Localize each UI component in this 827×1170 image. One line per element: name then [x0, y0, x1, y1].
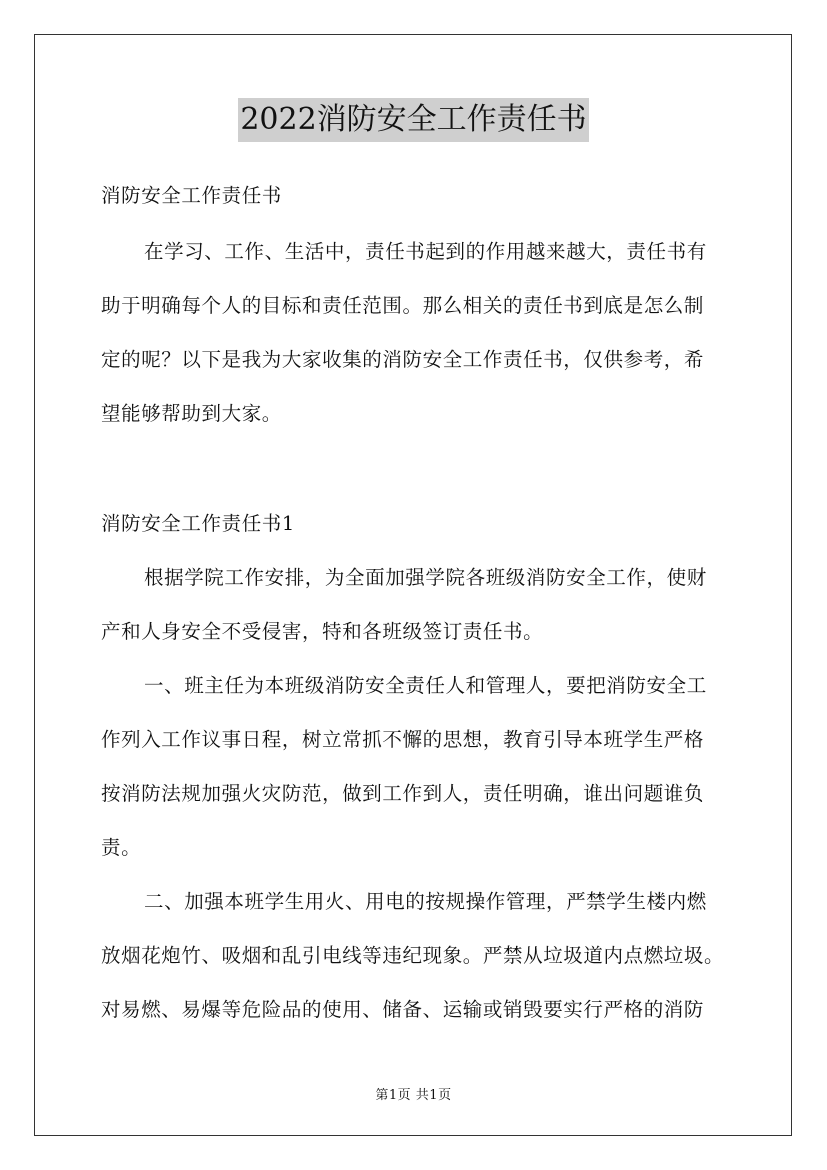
intro-line: 望能够帮助到大家。	[101, 402, 282, 425]
body-line: 二、加强本班学生用火、用电的按规操作管理，严禁学生楼内燃	[144, 890, 707, 913]
section-heading: 消防安全工作责任书	[101, 184, 282, 207]
intro-line: 定的呢？以下是我为大家收集的消防安全工作责任书，仅供参考，希	[101, 348, 705, 371]
body-line: 一、班主任为本班级消防安全责任人和管理人，要把消防安全工	[144, 674, 707, 697]
intro-line: 助于明确每个人的目标和责任范围。那么相关的责任书到底是怎么制	[101, 294, 705, 317]
body-line: 根据学院工作安排，为全面加强学院各班级消防安全工作，使财	[144, 566, 707, 589]
body-line: 责。	[101, 836, 142, 859]
body-line: 放烟花炮竹、吸烟和乱引电线等违纪现象。严禁从垃圾道内点燃垃圾。	[101, 944, 725, 967]
body-line: 对易燃、易爆等危险品的使用、储备、运输或销毁要实行严格的消防	[101, 998, 705, 1021]
body-line: 按消防法规加强火灾防范，做到工作到人，责任明确，谁出问题谁负	[101, 782, 705, 805]
body-line: 产和人身安全不受侵害，特和各班级签订责任书。	[101, 620, 544, 643]
document-title: 2022消防安全工作责任书	[238, 98, 588, 142]
body-line: 作列入工作议事日程，树立常抓不懈的思想，教育引导本班学生严格	[101, 728, 705, 751]
page-number: 第1页 共1页	[375, 1088, 452, 1103]
title-container	[0, 98, 827, 142]
intro-line: 在学习、工作、生活中，责任书起到的作用越来越大，责任书有	[144, 240, 707, 263]
section-heading: 消防安全工作责任书1	[101, 512, 295, 535]
